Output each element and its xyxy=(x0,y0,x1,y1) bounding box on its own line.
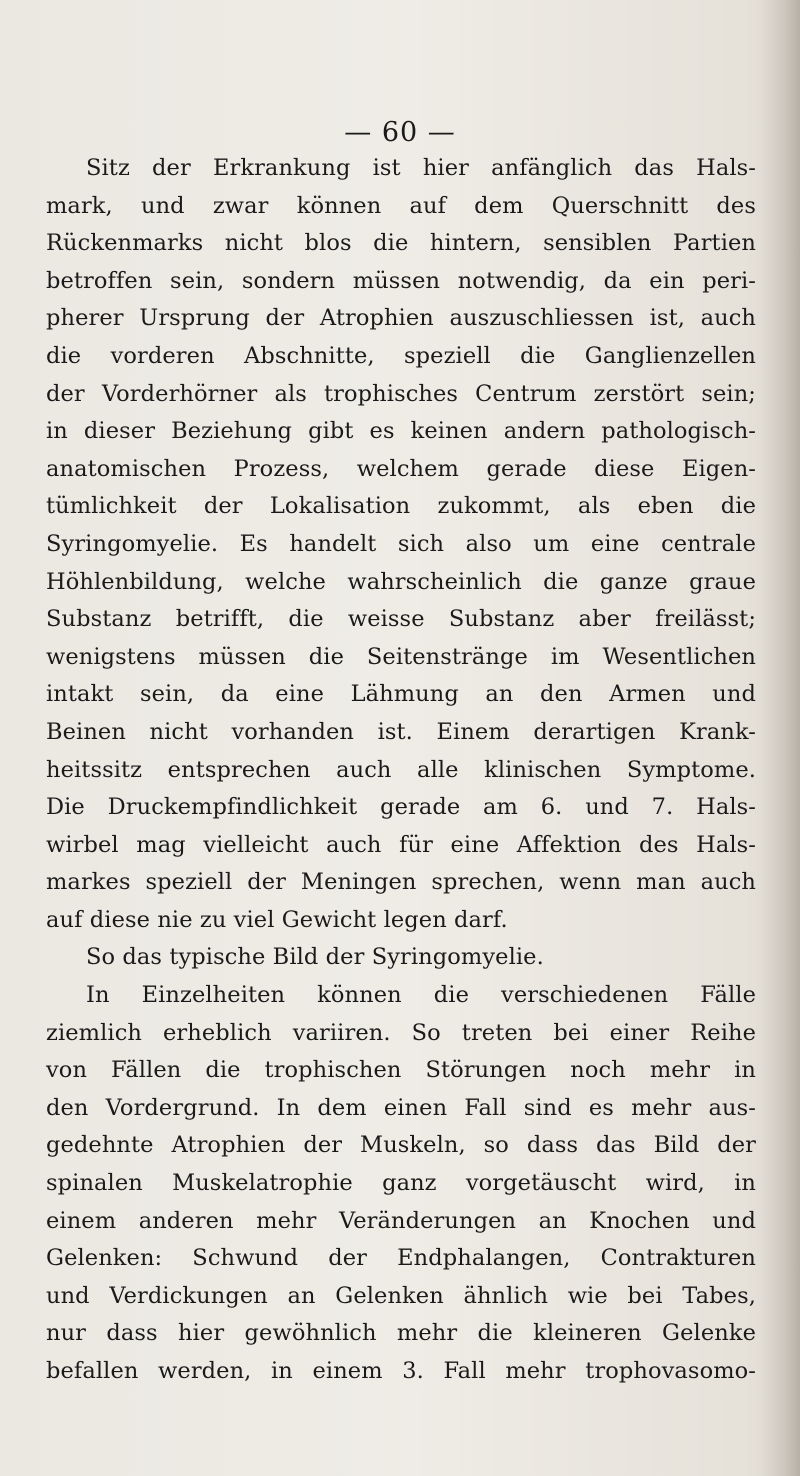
text-line: Gelenken: Schwund der Endphalangen, Contrakturen xyxy=(46,1245,756,1272)
text-line: und Verdickungen an Gelenken ähnlich wie bei Tabes, xyxy=(46,1282,756,1309)
text-line: betroffen sein, sondern müssen notwendig, da ein peri- xyxy=(46,267,756,294)
text-line: Rückenmarks nicht blos die hintern, sensiblen Partien xyxy=(46,230,756,257)
text-line: den Vordergrund. In dem einen Fall sind es mehr aus- xyxy=(46,1094,756,1121)
text-line: markes speziell der Meningen sprechen, wenn man auch xyxy=(46,869,756,896)
text-line: befallen werden, in einem 3. Fall mehr trophovasomo- xyxy=(46,1358,756,1384)
text-line: Beinen nicht vorhanden ist. Einem derartigen Krank- xyxy=(46,718,756,745)
text-line: ziemlich erheblich variiren. So treten bei einer Reihe xyxy=(46,1019,756,1046)
text-line: Sitz der Erkrankung ist hier anfänglich das Hals- xyxy=(86,155,756,181)
text-line: pherer Ursprung der Atrophien auszuschliessen ist, auch xyxy=(46,305,756,332)
text-line: In Einzelheiten können die verschiedenen Fälle xyxy=(86,982,756,1009)
text-line: Syringomyelie. Es handelt sich also um eine centrale xyxy=(46,530,756,557)
text-line: Höhlenbildung, welche wahrscheinlich die ganze graue xyxy=(46,568,756,595)
text-line: anatomischen Prozess, welchem gerade diese Eigen- xyxy=(46,455,756,482)
text-line: wenigstens müssen die Seitenstränge im Wesentlichen xyxy=(46,643,756,670)
text-line: intakt sein, da eine Lähmung an den Armen und xyxy=(46,681,756,708)
page-edge-shadow xyxy=(760,0,800,1476)
text-line: Die Druckempfindlichkeit gerade am 6. und 7. Hals- xyxy=(46,794,756,821)
text-line: die vorderen Abschnitte, speziell die Ganglienzellen xyxy=(46,342,756,369)
text-line: gedehnte Atrophien der Muskeln, so dass das Bild der xyxy=(46,1132,756,1159)
text-line: auf diese nie zu viel Gewicht legen darf. xyxy=(46,906,508,933)
text-line: tümlichkeit der Lokalisation zukommt, als eben die xyxy=(46,493,756,520)
text-line: der Vorderhörner als trophisches Centrum zerstört sein; xyxy=(46,380,756,407)
text-line: spinalen Muskelatrophie ganz vorgetäuscht wird, in xyxy=(46,1170,756,1197)
page-number: — 60 — xyxy=(344,117,456,148)
text-line: in dieser Beziehung gibt es keinen andern pathologisch- xyxy=(46,418,756,445)
text-line: Substanz betrifft, die weisse Substanz aber freilässt; xyxy=(46,606,756,633)
text-line: einem anderen mehr Veränderungen an Knochen und xyxy=(46,1207,756,1234)
text-line: mark, und zwar können auf dem Querschnitt des xyxy=(46,192,756,219)
text-line: heitssitz entsprechen auch alle klinischen Symptome. xyxy=(46,756,756,783)
text-line: von Fällen die trophischen Störungen noch mehr in xyxy=(46,1057,756,1084)
text-line: wirbel mag vielleicht auch für eine Affektion des Hals- xyxy=(46,831,756,858)
text-line: So das typische Bild der Syringomyelie. xyxy=(86,944,544,971)
body-text xyxy=(46,150,756,1391)
text-line: nur dass hier gewöhnlich mehr die kleineren Gelenke xyxy=(46,1320,756,1347)
